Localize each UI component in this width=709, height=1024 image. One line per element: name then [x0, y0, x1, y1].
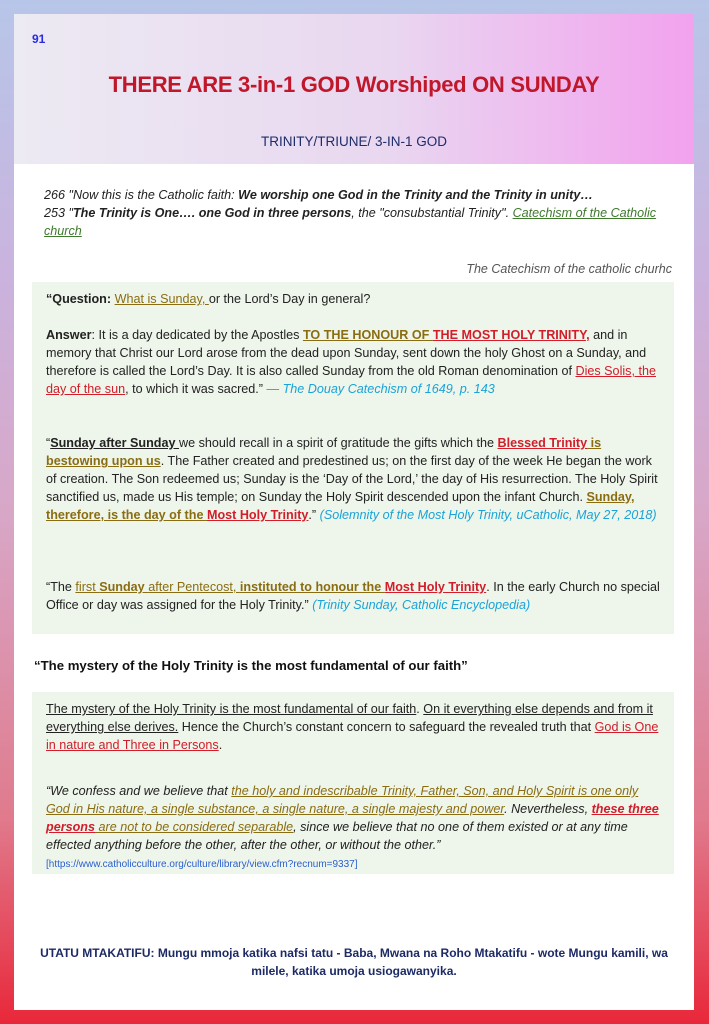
paragraph-text: . Nevertheless,: [504, 802, 592, 816]
god-is-one-link[interactable]: God is One in nature and Three in Persons: [46, 720, 659, 752]
question-paragraph: [46, 290, 664, 308]
intro-bold-text: The Trinity is One…. one God in three persons: [72, 206, 352, 220]
intro-quote: [44, 186, 674, 240]
mystery-text: The mystery of the Holy Trinity is the most fundamental of our faith: [46, 702, 417, 716]
paragraph-text: Hence the Church’s constant concern to safeguard the revealed truth that: [178, 720, 595, 734]
answer-paragraph: [46, 326, 664, 398]
page-title: THERE ARE 3-in-1 GOD Worshiped ON SUNDAY: [108, 72, 600, 97]
encyclopedia-citation: (Trinity Sunday, Catholic Encyclopedia): [312, 598, 531, 612]
page-header: [14, 14, 694, 164]
derives-text: On it everything else depends and from it everything else derives.: [46, 702, 653, 734]
first-link[interactable]: first: [75, 580, 100, 594]
answer-text: , to which it was sacred.”: [125, 382, 267, 396]
blessed-trinity-text: Blessed Trinity: [497, 436, 588, 450]
sunday-after-sunday-text: Sunday after Sunday: [50, 436, 179, 450]
paragraph-text: .: [218, 738, 223, 752]
first-sunday-paragraph: [46, 578, 664, 614]
sunday-therefore-text: Sunday, therefore, is the day of the: [46, 490, 635, 522]
quote-mark: “: [46, 436, 51, 450]
sunday-text: Sunday: [99, 580, 149, 594]
source-note: The Catechism of the catholic churhc: [466, 262, 672, 276]
dies-solis-link[interactable]: Dies Solis, the day of the sun: [46, 364, 656, 396]
paragraph-text: “We confess and we believe that: [46, 784, 232, 798]
answer-text: and in memory that Christ our Lord arose from the dead upon Sunday, sent down the holy Ghost on a Sunday, and therefore is called the Lord’s Day. It is also called Sunday from the old Roman denomination of: [46, 328, 647, 378]
paragraph-text: . The Father created and predestined us; on the first day of the week He began the work of creation. The Son redeemed us; Sunday is the ‘Day of the Lord,’ the day of His resurrection. The Holy Spirit sanctified us, made us His temple; on Sunday the Holy Spirit descended upon the infant Church.: [46, 454, 658, 504]
intro-text: , the "consubstantial Trinity".: [351, 206, 513, 220]
question-link[interactable]: What is Sunday,: [114, 292, 209, 306]
mystery-heading: “The mystery of the Holy Trinity is the most fundamental of our faith”: [34, 658, 468, 673]
paragraph-text: we should recall in a spirit of gratitude the gifts which the: [178, 436, 498, 450]
question-label: “Question:: [46, 292, 115, 306]
bestowing-text: is bestowing upon us: [46, 436, 602, 468]
intro-text: 266 "Now this is the Catholic faith:: [44, 188, 239, 202]
ucatholic-citation: (Solemnity of the Most Holy Trinity, uCatholic, May 27, 2018): [316, 508, 657, 522]
holy-trinity-link[interactable]: the holy and indescribable Trinity, Father, Son, and Holy Spirit is one only God in His nature, a single substance, a single nature, a single majesty and power: [46, 784, 639, 816]
paragraph-text: “The: [46, 580, 76, 594]
intro-text: 253 ": [44, 206, 73, 220]
question-text: or the Lord’s Day in general?: [208, 292, 371, 306]
intro-line-253: [44, 204, 674, 240]
honour-text: TO THE HONOUR OF: [302, 328, 433, 342]
footer-swahili: UTATU MTAKATIFU: Mungu mmoja katika nafsi tatu - Baba, Mwana na Roho Mtakatifu - wote Mungu kamili, wa milele, katika umoja usiogawanyika.: [40, 946, 668, 978]
paragraph-text: , since we believe that no one of them existed or at any time effected anything before the other, after the other, or without the other.”: [46, 820, 628, 852]
source-url-link[interactable]: [https://www.catholicculture.org/culture/library/view.cfm?recnum=9337]: [46, 859, 358, 870]
three-persons-text: these three persons: [46, 802, 659, 834]
quotes-box: [32, 282, 674, 634]
answer-text: : It is a day dedicated by the Apostles: [91, 328, 303, 342]
intro-bold-text: We worship one God in the Trinity and the Trinity in unity…: [238, 188, 593, 202]
quote-mark: .”: [308, 508, 317, 522]
page: [14, 14, 694, 1010]
page-number: 91: [32, 32, 46, 46]
answer-label: Answer: [46, 328, 92, 342]
paragraph-text: . In the early Church no special Office or day was assigned for the Holy Trinity.”: [46, 580, 660, 612]
paragraph-text: .: [416, 702, 424, 716]
mystery-box: [32, 692, 674, 874]
confession-paragraph: [46, 782, 664, 874]
instituted-text: instituted to honour the: [239, 580, 385, 594]
most-holy-trinity-text: Most Holy Trinity: [206, 508, 309, 522]
most-holy-trinity-text: Most Holy Trinity: [384, 580, 487, 594]
page-subtitle: TRINITY/TRIUNE/ 3-IN-1 GOD: [260, 134, 447, 149]
intro-line-266: [44, 186, 674, 204]
not-separable-link[interactable]: are not to be considered separable: [95, 820, 294, 834]
after-pentecost-link[interactable]: after Pentecost,: [148, 580, 240, 594]
douay-citation: — The Douay Catechism of 1649, p. 143: [266, 382, 495, 396]
mystery-paragraph: [46, 700, 664, 754]
catechism-link[interactable]: Catechism of the Catholic church: [44, 206, 657, 238]
sunday-after-sunday-paragraph: [46, 434, 664, 524]
most-holy-trinity-text: THE MOST HOLY TRINITY,: [432, 328, 590, 342]
